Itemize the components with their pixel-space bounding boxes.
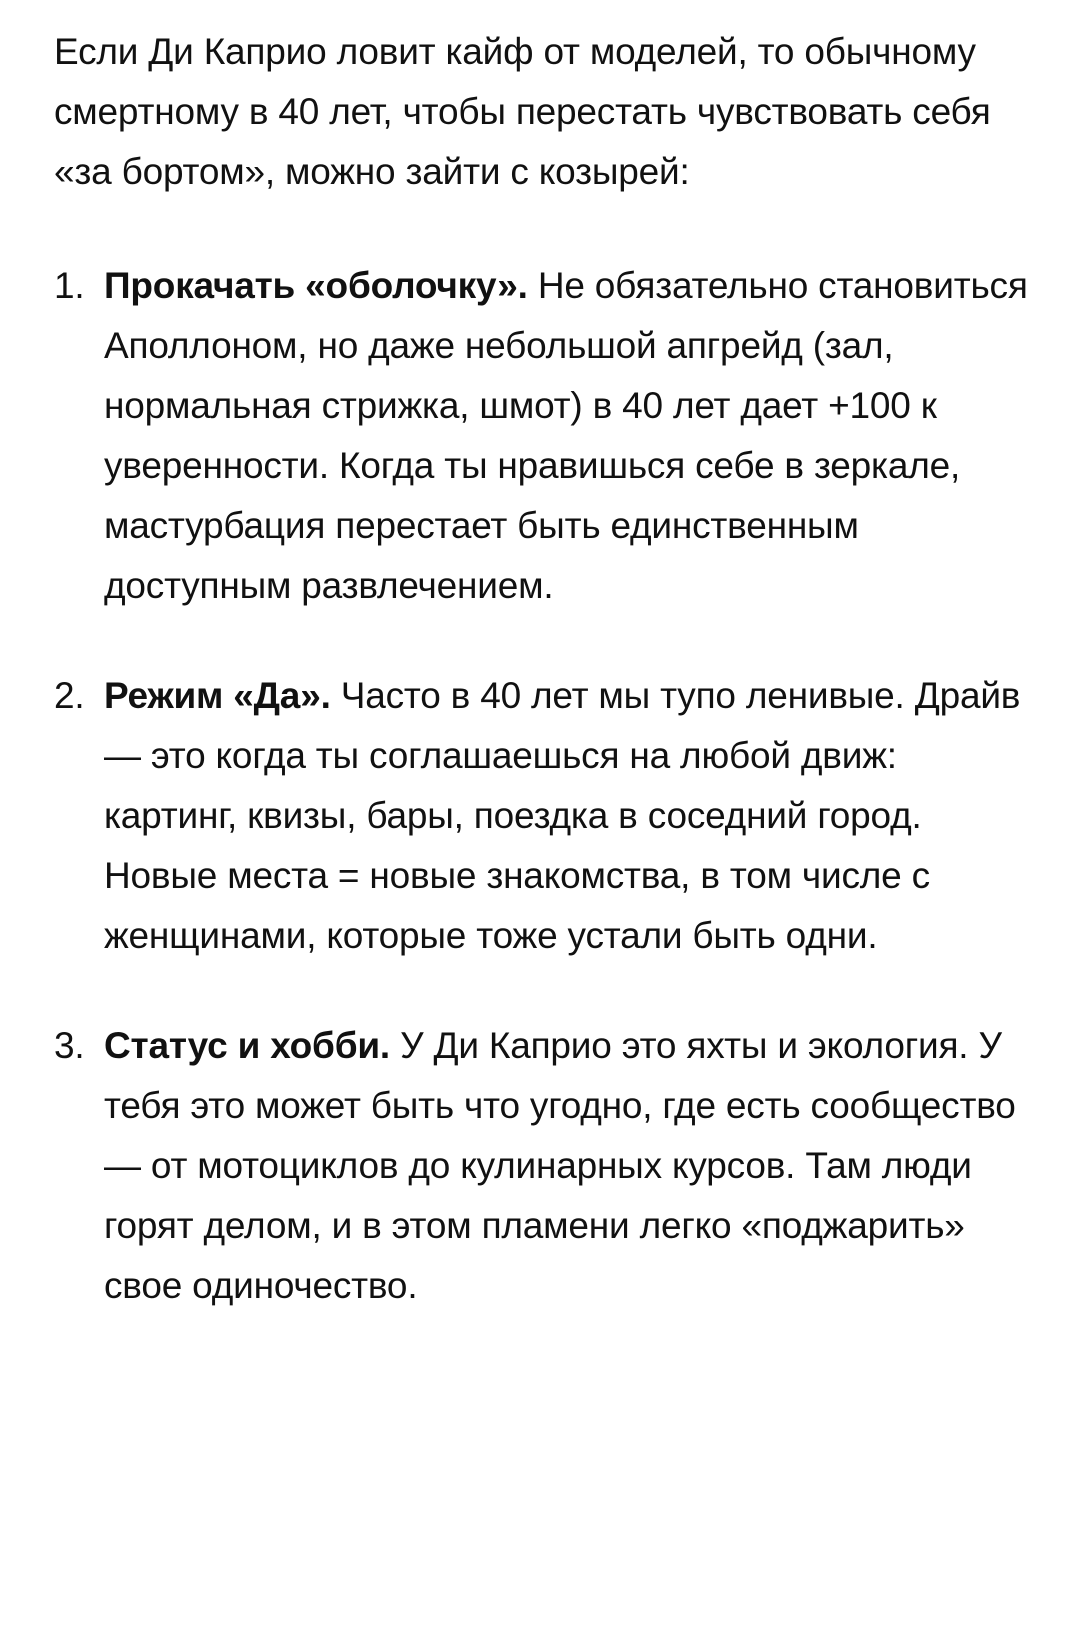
article-body [54, 22, 1034, 1316]
list-item-text: Часто в 40 лет мы тупо ленивые. Драйв — это когда ты соглашаешься на любой движ: картинг, квизы, бары, поездка в соседний город. Новые места = новые знакомства, в том числе с женщинами, которые тоже устали быть одни. [104, 675, 1021, 956]
intro-paragraph: Если Ди Каприо ловит кайф от моделей, то обычному смертному в 40 лет, чтобы перестать чувствовать себя «за бортом», можно зайти с козырей: [54, 31, 991, 192]
list-item-title: Статус и хобби. [104, 1025, 401, 1066]
list-item-title: Прокачать «оболочку». [104, 265, 538, 306]
list-item [54, 256, 1034, 616]
list-item [54, 1016, 1034, 1316]
list-item-number: 1. [54, 265, 85, 306]
list-item-text: У Ди Каприо это яхты и экология. У тебя это может быть что угодно, где есть сообщество — от мотоциклов до кулинарных курсов. Там люди горят делом, и в этом пламени легко «поджарить» свое одиночество. [104, 1025, 1016, 1306]
list-item-text: Не обязательно становиться Аполлоном, но даже небольшой апгрейд (зал, нормальная стрижка, шмот) в 40 лет дает +100 к уверенности. Когда ты нравишься себе в зеркале, мастурбация перестает быть единственным доступным развлечением. [104, 265, 1028, 606]
list-item-title: Режим «Да». [104, 675, 341, 716]
tips-list [54, 256, 1034, 1316]
list-item-number: 2. [54, 675, 85, 716]
list-item-number: 3. [54, 1025, 85, 1066]
list-item [54, 666, 1034, 966]
